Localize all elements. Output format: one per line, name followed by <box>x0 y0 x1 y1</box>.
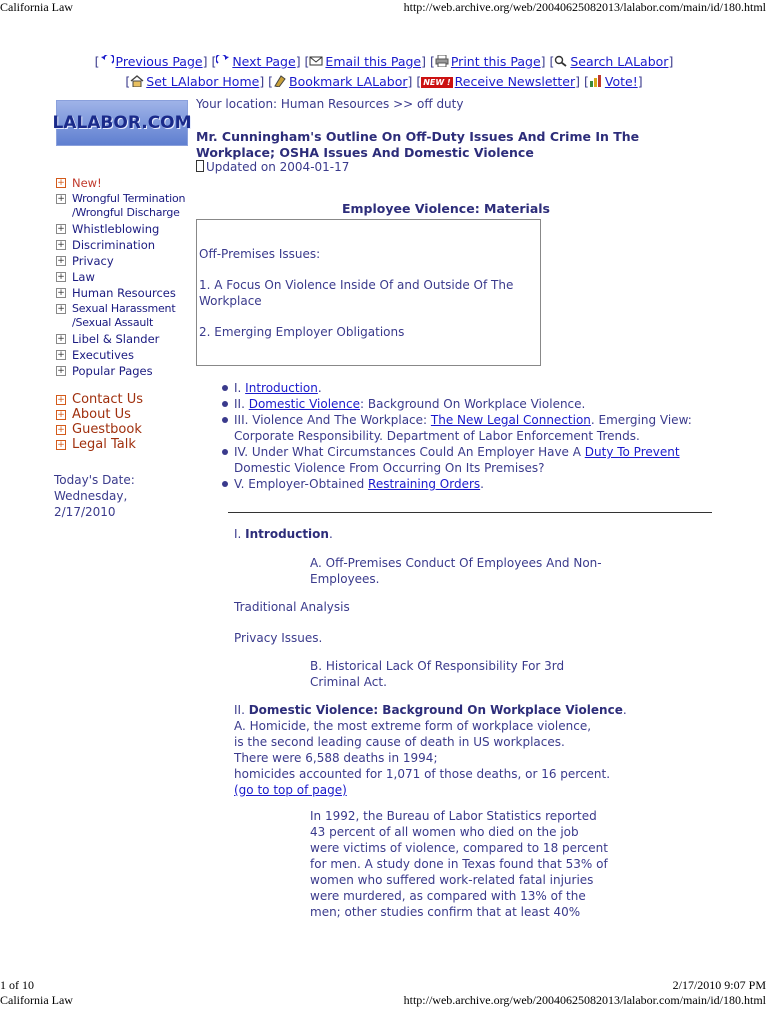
print-footer-page: 1 of 10 <box>0 978 34 992</box>
section-2-line: is the second leading cause of death in US workplaces. <box>234 735 565 749</box>
new-badge: NEW ! <box>423 78 451 87</box>
email-page-link[interactable]: Email this Page <box>325 54 422 69</box>
sidebar-item-wrongful-termination[interactable] <box>54 192 194 220</box>
guestbook-link[interactable] <box>54 422 194 437</box>
bookmark-icon <box>273 75 287 87</box>
toc-text: . <box>480 477 484 491</box>
toc-text: . Emerging View: Corporate Responsibility. Department of Labor Enforcement Trends. <box>234 413 692 443</box>
section-2-heading <box>234 702 674 718</box>
section-number: I. <box>234 527 246 541</box>
today-date: 2/17/2010 <box>54 505 116 519</box>
offbox-item-2: 2. Emerging Employer Obligations <box>199 325 405 339</box>
updated-date <box>196 160 349 174</box>
toc-link-introduction[interactable]: Introduction <box>245 381 318 395</box>
bullet-icon: + <box>57 410 65 420</box>
privacy-issues: Privacy Issues. <box>234 631 323 645</box>
sidebar-item-label: Law <box>72 270 95 284</box>
todays-date <box>54 472 194 520</box>
toc-item <box>220 444 720 476</box>
print-footer-datetime: 2/17/2010 9:07 PM <box>672 978 766 992</box>
sidebar <box>54 176 194 520</box>
section-2-line: A. Homicide, the most extreme form of workplace violence, <box>234 719 592 733</box>
sidebar-item-whistleblowing[interactable] <box>54 222 194 236</box>
expand-icon: + <box>57 288 65 298</box>
expand-icon: + <box>57 272 65 282</box>
offbox-heading: Off-Premises Issues: <box>199 247 321 261</box>
table-of-contents <box>220 380 720 492</box>
home-icon <box>130 75 144 87</box>
section-2-line: There were 6,588 deaths in 1994; <box>234 751 438 765</box>
traditional-analysis: Traditional Analysis <box>234 600 350 614</box>
page-title: Mr. Cunningham's Outline On Off-Duty Issues And Crime In The Workplace; OSHA Issues And Domestic Violence <box>196 129 640 160</box>
bullet-icon: + <box>57 440 65 450</box>
newsletter-link[interactable]: Receive Newsletter <box>454 74 576 89</box>
expand-icon: + <box>57 194 65 204</box>
toc-text: III. Violence And The Workplace: <box>234 413 431 427</box>
toc-item <box>220 396 720 412</box>
expand-icon: + <box>57 334 65 344</box>
about-us-link[interactable] <box>54 407 194 422</box>
section-dot: . <box>328 527 333 541</box>
off-premises-box <box>196 219 541 366</box>
section-1-b: B. Historical Lack Of Responsibility For 3rd Criminal Act. <box>310 659 565 689</box>
updated-text: Updated on 2004-01-17 <box>206 160 350 174</box>
sidebar-links <box>54 392 194 452</box>
search-icon <box>554 55 568 67</box>
site-logo[interactable] <box>52 100 192 146</box>
email-icon <box>309 55 323 67</box>
sidebar-item-label: Whistleblowing <box>72 222 160 236</box>
sidebar-item-label: Popular Pages <box>72 364 153 378</box>
toc-item <box>220 380 720 396</box>
print-page-link[interactable]: Print this Page <box>450 54 541 69</box>
section-1-heading <box>234 526 333 542</box>
toc-link-domestic-violence[interactable]: Domestic Violence <box>248 397 360 411</box>
sidebar-item-discrimination[interactable] <box>54 238 194 252</box>
toc-text: Domestic Violence From Occurring On Its Premises? <box>234 461 545 475</box>
toc-text: : Background On Workplace Violence. <box>360 397 586 411</box>
next-page-link[interactable]: Next Page <box>232 54 296 69</box>
sidebar-item-label: Discrimination <box>72 238 156 252</box>
sidebar-item-new[interactable] <box>54 176 194 190</box>
section-title: Introduction <box>245 527 329 541</box>
bullet-icon: + <box>57 395 65 405</box>
placeholder-glyph-icon <box>196 160 204 172</box>
expand-icon: + <box>57 366 65 376</box>
toc-link-duty-to-prevent[interactable]: Duty To Prevent <box>584 445 680 459</box>
divider <box>228 512 712 513</box>
bullet-icon: + <box>57 425 65 435</box>
printer-icon <box>435 55 449 67</box>
toc-link-legal-connection[interactable]: The New Legal Connection <box>430 413 591 427</box>
print-footer-url: http://web.archive.org/web/20040625082013/lalabor.com/main/id/180.html <box>403 993 766 1007</box>
section-1-a: A. Off-Premises Conduct Of Employees And Non-Employees. <box>310 556 602 586</box>
link-label: Contact Us <box>72 392 143 407</box>
sidebar-item-law[interactable] <box>54 270 194 284</box>
sidebar-item-popular-pages[interactable] <box>54 364 194 378</box>
sidebar-item-label: Libel & Slander <box>72 332 160 346</box>
section-title: Domestic Violence: Background On Workplace Violence <box>248 703 623 717</box>
sidebar-item-human-resources[interactable] <box>54 286 194 300</box>
section-2-line: homicides accounted for 1,071 of those deaths, or 16 percent. <box>234 767 611 781</box>
print-header-title: California Law <box>0 0 73 14</box>
toc-item <box>220 476 720 492</box>
previous-page-icon <box>100 55 114 67</box>
link-label: About Us <box>72 407 131 422</box>
set-home-link[interactable]: Set LAlabor Home <box>146 74 260 89</box>
expand-icon: + <box>57 304 65 314</box>
breadcrumb: Your location: Human Resources >> off duty <box>196 97 464 111</box>
search-lalabor-link[interactable]: Search LALabor <box>570 54 669 69</box>
link-label: Guestbook <box>72 422 142 437</box>
sidebar-item-label: Executives <box>72 348 134 362</box>
contact-us-link[interactable] <box>54 392 194 407</box>
sidebar-item-privacy[interactable] <box>54 254 194 268</box>
sidebar-item-libel-slander[interactable] <box>54 332 194 346</box>
today-label: Today's Date: <box>54 473 135 487</box>
section-2 <box>234 702 674 798</box>
expand-icon: + <box>57 178 65 188</box>
go-to-top-link[interactable]: (go to top of page) <box>234 783 347 797</box>
sidebar-item-sexual-harassment[interactable] <box>54 302 194 330</box>
sidebar-item-label: Sexual Harassment /Sexual Assault <box>72 302 176 329</box>
vote-icon <box>589 75 603 87</box>
toc-item <box>220 412 720 444</box>
section-number: II. <box>234 703 249 717</box>
print-footer-title: California Law <box>0 993 73 1007</box>
expand-icon: + <box>57 240 65 250</box>
sidebar-item-label: New! <box>72 176 102 190</box>
legal-talk-link[interactable] <box>54 437 194 452</box>
site-logo-text: LALABOR.COM <box>52 113 192 133</box>
bookmark-link[interactable]: Bookmark LALabor <box>289 74 408 89</box>
section-heading: Employee Violence: Materials <box>341 201 550 216</box>
previous-page-link[interactable]: Previous Page <box>115 54 203 69</box>
toc-link-restraining-orders[interactable]: Restraining Orders <box>368 477 481 491</box>
toc-text: II. <box>234 397 249 411</box>
top-toolbar: [ Previous Page] [ Next Page] [ Email this Page] [ Print this Page] [ Search LALabor] [ Set LAlabor Home] [ Bookmark LALabor] [ NEW ! Receive Newsletter] [ Vote!] <box>94 54 674 89</box>
sidebar-item-label: Wrongful Termination /Wrongful Discharge <box>72 192 186 219</box>
toc-text: V. Employer-Obtained <box>234 477 369 491</box>
section-dot: . <box>622 703 627 717</box>
toc-text: IV. Under What Circumstances Could An Employer Have A <box>234 445 585 459</box>
link-label: Legal Talk <box>72 437 136 452</box>
expand-icon: + <box>57 256 65 266</box>
expand-icon: + <box>57 350 65 360</box>
sidebar-item-label: Human Resources <box>72 286 176 300</box>
sidebar-item-executives[interactable] <box>54 348 194 362</box>
print-header-url: http://web.archive.org/web/20040625082013/lalabor.com/main/id/180.html <box>403 0 766 14</box>
expand-icon: + <box>57 224 65 234</box>
today-day: Wednesday, <box>54 489 128 503</box>
statistics-paragraph: In 1992, the Bureau of Labor Statistics reported 43 percent of all women who died on the job were victims of violence, compared to 18 percent for men. A study done in Texas found that 53% of women who suffered work-related fatal injuries were murdered, as compared with 13% of the men; other studies confirm that at least 40% <box>310 809 608 919</box>
toc-text: . <box>317 381 322 395</box>
sidebar-item-label: Privacy <box>72 254 114 268</box>
vote-link[interactable]: Vote! <box>604 74 638 89</box>
offbox-item-1: 1. A Focus On Violence Inside Of and Outside Of The Workplace <box>199 278 514 308</box>
next-page-icon <box>216 55 230 67</box>
toc-text: I. <box>234 381 246 395</box>
